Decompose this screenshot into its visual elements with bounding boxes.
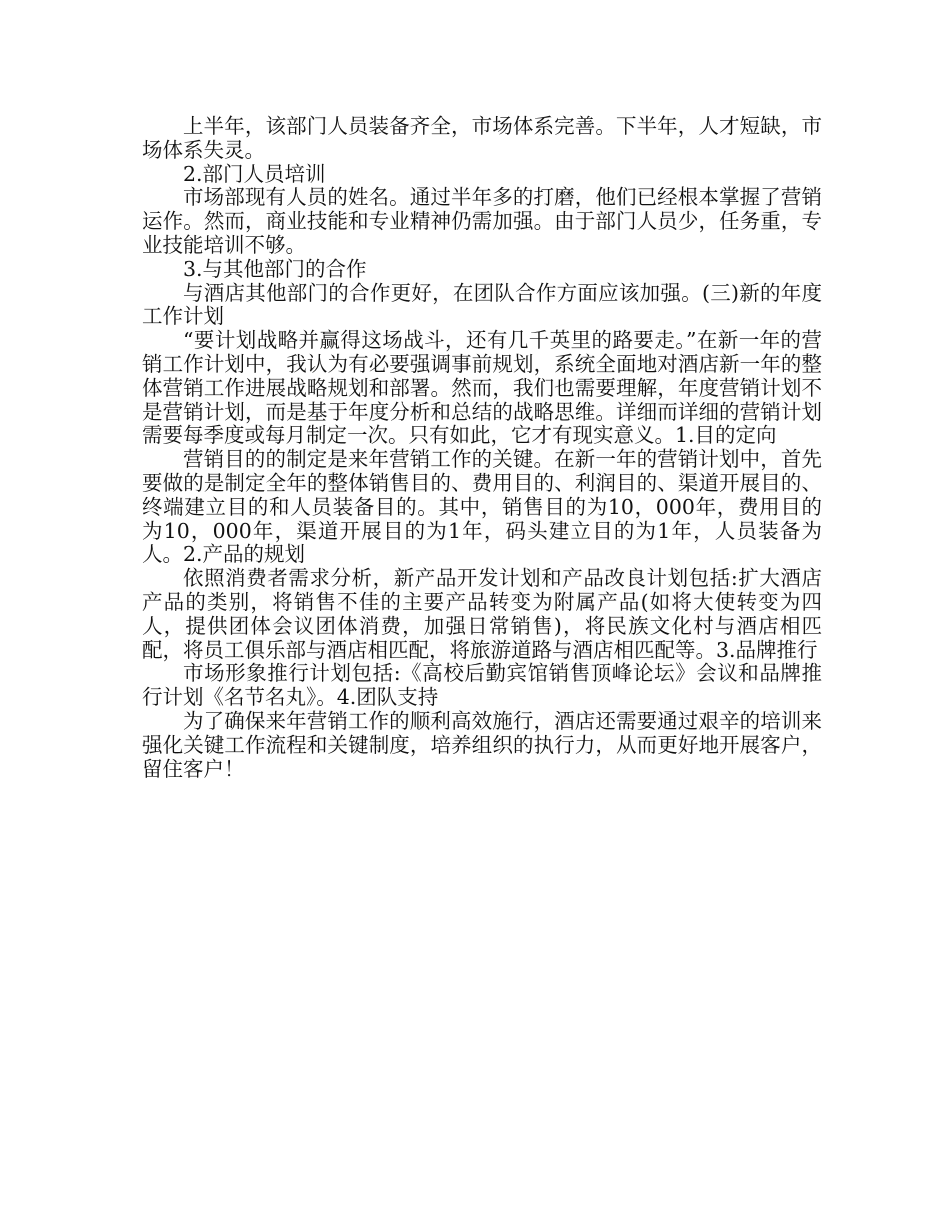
heading-staff-training: 2.部门人员培训 — [183, 161, 326, 186]
document-body — [142, 115, 822, 781]
paragraph-staffing: 上半年，该部门人员装备齐全，市场体系完善。下半年，人才短缺，市场体系失灵。 — [142, 114, 822, 162]
paragraph-product-planning: 依照消费者需求分析，新产品开发计划和产品改良计划包括:扩大酒店产品的类别，将销售不佳的主要产品转变为附属产品(如将大使转变为四人，提供团体会议团体消费，加强日常销售)，将民族文化村与酒店相匹配，将员工俱乐部与酒店相匹配，将旅游道路与酒店相匹配等。3.品牌推行 — [142, 566, 822, 662]
paragraph-goals: 营销目的的制定是来年营销工作的关键。在新一年的营销计划中，首先要做的是制定全年的整体销售目的、费用目的、利润目的、渠道开展目的、终端建立目的和人员装备目的。其中，销售目的为10，000年，费用目的为10，000年，渠道开展目的为1年，码头建立目的为1年，人员装备为人。2.产品的规划 — [142, 447, 822, 567]
paragraph-staff-training: 市场部现有人员的姓名。通过半年多的打磨，他们已经根本掌握了营销运作。然而，商业技能和专业精神仍需加强。由于部门人员少，任务重，专业技能培训不够。 — [142, 185, 822, 257]
heading-cooperation: 3.与其他部门的合作 — [183, 256, 367, 281]
paragraph-cooperation: 与酒店其他部门的合作更好，在团队合作方面应该加强。(三)新的年度工作计划 — [142, 280, 822, 329]
paragraph-annual-plan: “要计划战略并赢得这场战斗，还有几千英里的路要走。”在新一年的营销工作计划中，我认为有必要强调事前规划，系统全面地对酒店新一年的整体营销工作进展战略规划和部署。然而，我们也需要理解，年度营销计划不是营销计划，而是基于年度分析和总结的战略思维。详细而详细的营销计划需要每季度或每月制定一次。只有如此，它才有现实意义。1.目的定向 — [142, 328, 822, 448]
paragraph-brand-promotion: 市场形象推行计划包括:《高校后勤宾馆销售顶峰论坛》会议和品牌推行计划《名节名丸》。4.团队支持 — [142, 661, 822, 710]
paragraph-team-support: 为了确保来年营销工作的顺利高效施行，酒店还需要通过艰辛的培训来强化关键工作流程和关键制度，培养组织的执行力，从而更好地开展客户，留住客户！ — [142, 708, 822, 781]
